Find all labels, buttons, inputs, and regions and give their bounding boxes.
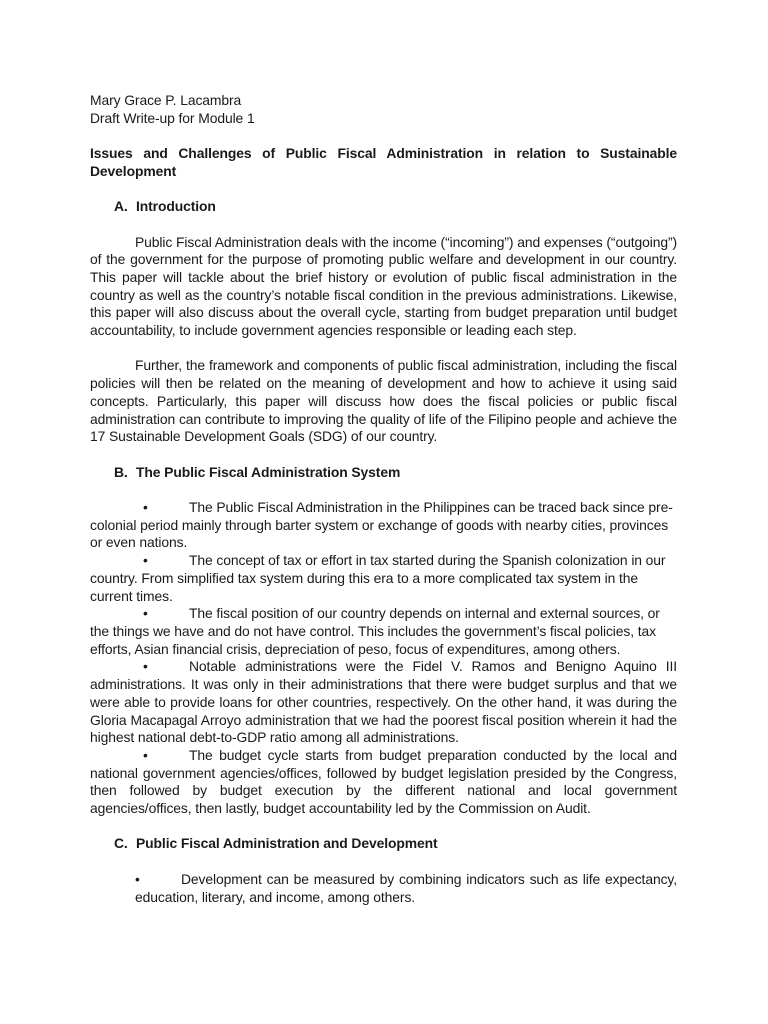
list-item-text: The fiscal position of our country depends on internal and external sources, or the things we have and do not have control. This includes the government’s fiscal policies, tax efforts, Asian financial crisis, depreciation of peso, focus of expenditures, among others. xyxy=(90,605,660,657)
section-heading-development xyxy=(90,835,677,853)
list-item-text: The Public Fiscal Administration in the Philippines can be traced back since pre-colonial period mainly through barter system or exchange of goods with nearby cities, provinces or even nations. xyxy=(90,499,673,551)
list-item xyxy=(90,552,677,605)
section-title: Public Fiscal Administration and Development xyxy=(136,835,438,852)
section-title: Introduction xyxy=(136,198,216,215)
bullet-icon: • xyxy=(143,658,148,675)
bullet-icon: • xyxy=(135,870,140,887)
section-heading-introduction xyxy=(90,198,677,216)
bullet-icon: • xyxy=(143,746,148,763)
document-subtitle: Draft Write-up for Module 1 xyxy=(90,109,255,126)
bullet-icon: • xyxy=(143,605,148,622)
list-item-text: Development can be measured by combining indicators such as life expectancy, education, literary, and income, among others. xyxy=(135,870,677,905)
author-name: Mary Grace P. Lacambra xyxy=(90,92,242,108)
section-letter: A. xyxy=(114,198,128,215)
list-item-text: Notable administrations were the Fidel V. Ramos and Benigno Aquino III administrations. It was only in their administrations that there were budget surplus and that we were able to provide loans for other countries, respectively. On the other hand, it was during the Gloria Macapagal Arroyo administration that we had the poorest fiscal position wherein it had the highest national debt-to-GDP ratio among all administrations. xyxy=(90,658,677,746)
section-heading-fiscal-system xyxy=(90,464,677,482)
intro-paragraph-2: Further, the framework and components of public fiscal administration, including the fiscal policies will then be related on the meaning of development and how to achieve it using said concepts. Particularly, this paper will discuss how does the fiscal policies or public fiscal administration can contribute to improving the quality of life of the Filipino people and achieve the 17 Sustainable Development Goals (SDG) of our country. xyxy=(90,357,677,445)
list-item xyxy=(90,747,677,818)
section-letter: C. xyxy=(114,835,128,852)
bullet-icon: • xyxy=(143,552,148,569)
list-item xyxy=(90,658,677,747)
document-page xyxy=(90,92,677,924)
intro-paragraph-1: Public Fiscal Administration deals with the income (“incoming”) and expenses (“outgoing”) of the government for the purpose of promoting public welfare and development in our country. This paper will tackle about the brief history or evolution of public fiscal administration in the country as well as the country’s notable fiscal condition in the previous administrations. Likewise, this paper will also discuss about the overall cycle, starting from budget preparation until budget accountability, to include government agencies responsible or leading each step. xyxy=(90,233,677,339)
fiscal-system-bullet-list xyxy=(90,499,677,818)
development-bullet-list xyxy=(90,871,677,906)
list-item xyxy=(135,871,677,906)
section-title: The Public Fiscal Administration System xyxy=(136,463,401,480)
document-header xyxy=(90,92,677,127)
list-item xyxy=(90,605,677,658)
list-item-text: The budget cycle starts from budget preparation conducted by the local and national government agencies/offices, followed by budget legislation presided by the Congress, then followed by budget execution by the different national and local government agencies/offices, then lastly, budget accountability led by the Commission on Audit. xyxy=(90,746,677,817)
list-item-text: The concept of tax or effort in tax started during the Spanish colonization in our country. From simplified tax system during this era to a more complicated tax system in the current times. xyxy=(90,552,666,604)
bullet-icon: • xyxy=(143,499,148,516)
list-item xyxy=(90,499,677,552)
section-letter: B. xyxy=(114,463,128,480)
document-title: Issues and Challenges of Public Fiscal Administration in relation to Sustainable Development xyxy=(90,145,677,179)
